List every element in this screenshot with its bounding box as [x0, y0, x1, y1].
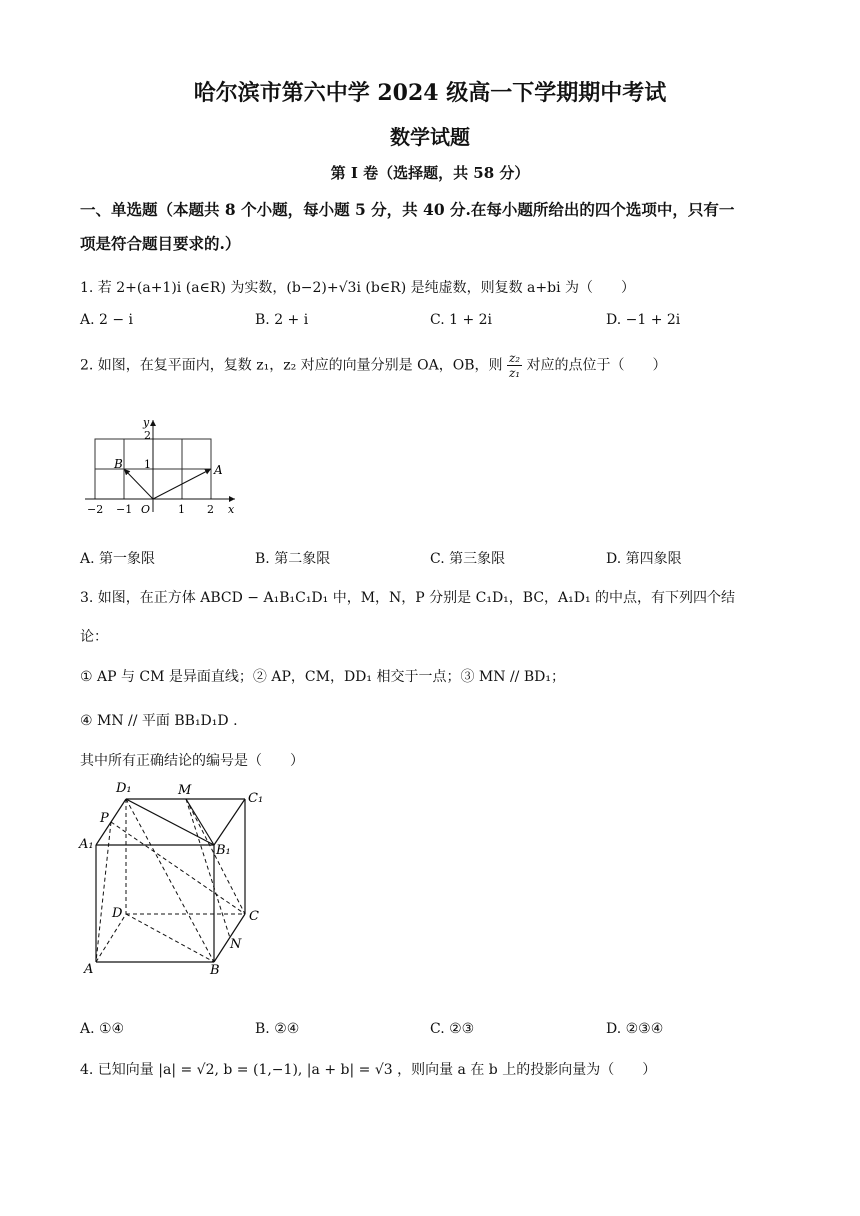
q2-point-b: B [114, 457, 123, 471]
q2-fraction-num: z₂ [508, 351, 521, 365]
q3-option-c: C. ②③ [430, 1021, 475, 1037]
q3-line1: 3. 如图，在正方体 ABCD − A₁B₁C₁D₁ 中，M，N，P 分别是 C₁D₁，BC，A₁D₁ 的中点，有下列四个结 [80, 590, 736, 606]
q1-option-d: D. −1 + 2i [606, 312, 681, 328]
q2-option-c: C. 第三象限 [430, 551, 506, 567]
q3-line5: 其中所有正确结论的编号是（ ） [80, 753, 304, 769]
label-a1: A₁ [79, 837, 94, 852]
q1-option-c: C. 1 + 2i [430, 312, 493, 328]
q2-point-a: A [214, 463, 223, 477]
q2-option-a: A. 第一象限 [80, 551, 156, 567]
q2-y-tick-1: 1 [144, 458, 151, 471]
label-d1: D₁ [116, 781, 132, 796]
vector-ob [124, 469, 153, 499]
q3-line4: ④ MN // 平面 BB₁D₁D . [80, 713, 238, 729]
q2-fraction [507, 352, 522, 379]
q3-cube-dashed-edges [96, 799, 245, 962]
q2-x-tick-2: 2 [207, 503, 214, 516]
q2-x-tick-neg1: −1 [116, 503, 133, 516]
q2-option-b: B. 第二象限 [255, 551, 331, 567]
q2-text-pre: 2. 如图，在复平面内，复数 z₁，z₂ 对应的向量分别是 OA，OB，则 [80, 357, 503, 374]
q3-option-d: D. ②③④ [606, 1021, 664, 1037]
label-p: P [100, 811, 109, 826]
q3-option-b: B. ②④ [255, 1021, 300, 1037]
label-c: C [249, 909, 259, 924]
q2-y-label: y [143, 416, 150, 429]
q2-x-tick-neg2: −2 [87, 503, 104, 516]
label-b: B [210, 963, 220, 978]
section-heading-line2: 项是符合题目要求的.） [80, 234, 241, 253]
label-c1: C₁ [248, 791, 264, 806]
q3-cube-figure [78, 778, 278, 978]
q3-option-a: A. ①④ [80, 1021, 125, 1037]
label-d: D [112, 906, 123, 921]
label-n: N [230, 937, 242, 952]
part-title: 第 I 卷（选择题，共 58 分） [330, 164, 530, 182]
section-heading-line1: 一、单选题（本题共 8 个小题，每小题 5 分，共 40 分.在每小题所给出的四个选项中，只有一 [80, 200, 735, 219]
q1-option-a: A. 2 − i [80, 312, 134, 328]
q2-option-d: D. 第四象限 [606, 551, 682, 567]
q1-option-b: B. 2 + i [255, 312, 309, 328]
q4-text: 4. 已知向量 |a| = √2, b = (1,−1), |a + b| = √3 ，则向量 a 在 b 上的投影向量为（ ） [80, 1062, 657, 1078]
q1-text: 1. 若 2+(a+1)i (a∈R) 为实数，(b−2)+√3i (b∈R) 是纯虚数，则复数 a+bi 为（ ） [80, 280, 636, 296]
q2-complex-plane-figure [80, 412, 250, 522]
q3-line3: ① AP 与 CM 是异面直线；② AP，CM，DD₁ 相交于一点；③ MN // BD₁； [80, 669, 565, 685]
q2-x-label: x [228, 503, 235, 516]
q2-origin-label: O [141, 503, 151, 516]
exam-title: 哈尔滨市第六中学 2024 级高一下学期期中考试 [193, 80, 667, 106]
label-b1: B₁ [216, 843, 231, 858]
label-m: M [178, 783, 192, 798]
q2-y-tick-2: 2 [144, 429, 151, 442]
label-a: A [84, 962, 94, 977]
q2-text-post: 对应的点位于（ ） [526, 357, 667, 374]
q2-text [80, 352, 667, 379]
q2-fraction-den: z₁ [508, 366, 521, 380]
q2-x-tick-1: 1 [178, 503, 185, 516]
q3-line2: 论： [80, 629, 108, 645]
subject-title: 数学试题 [390, 125, 470, 149]
